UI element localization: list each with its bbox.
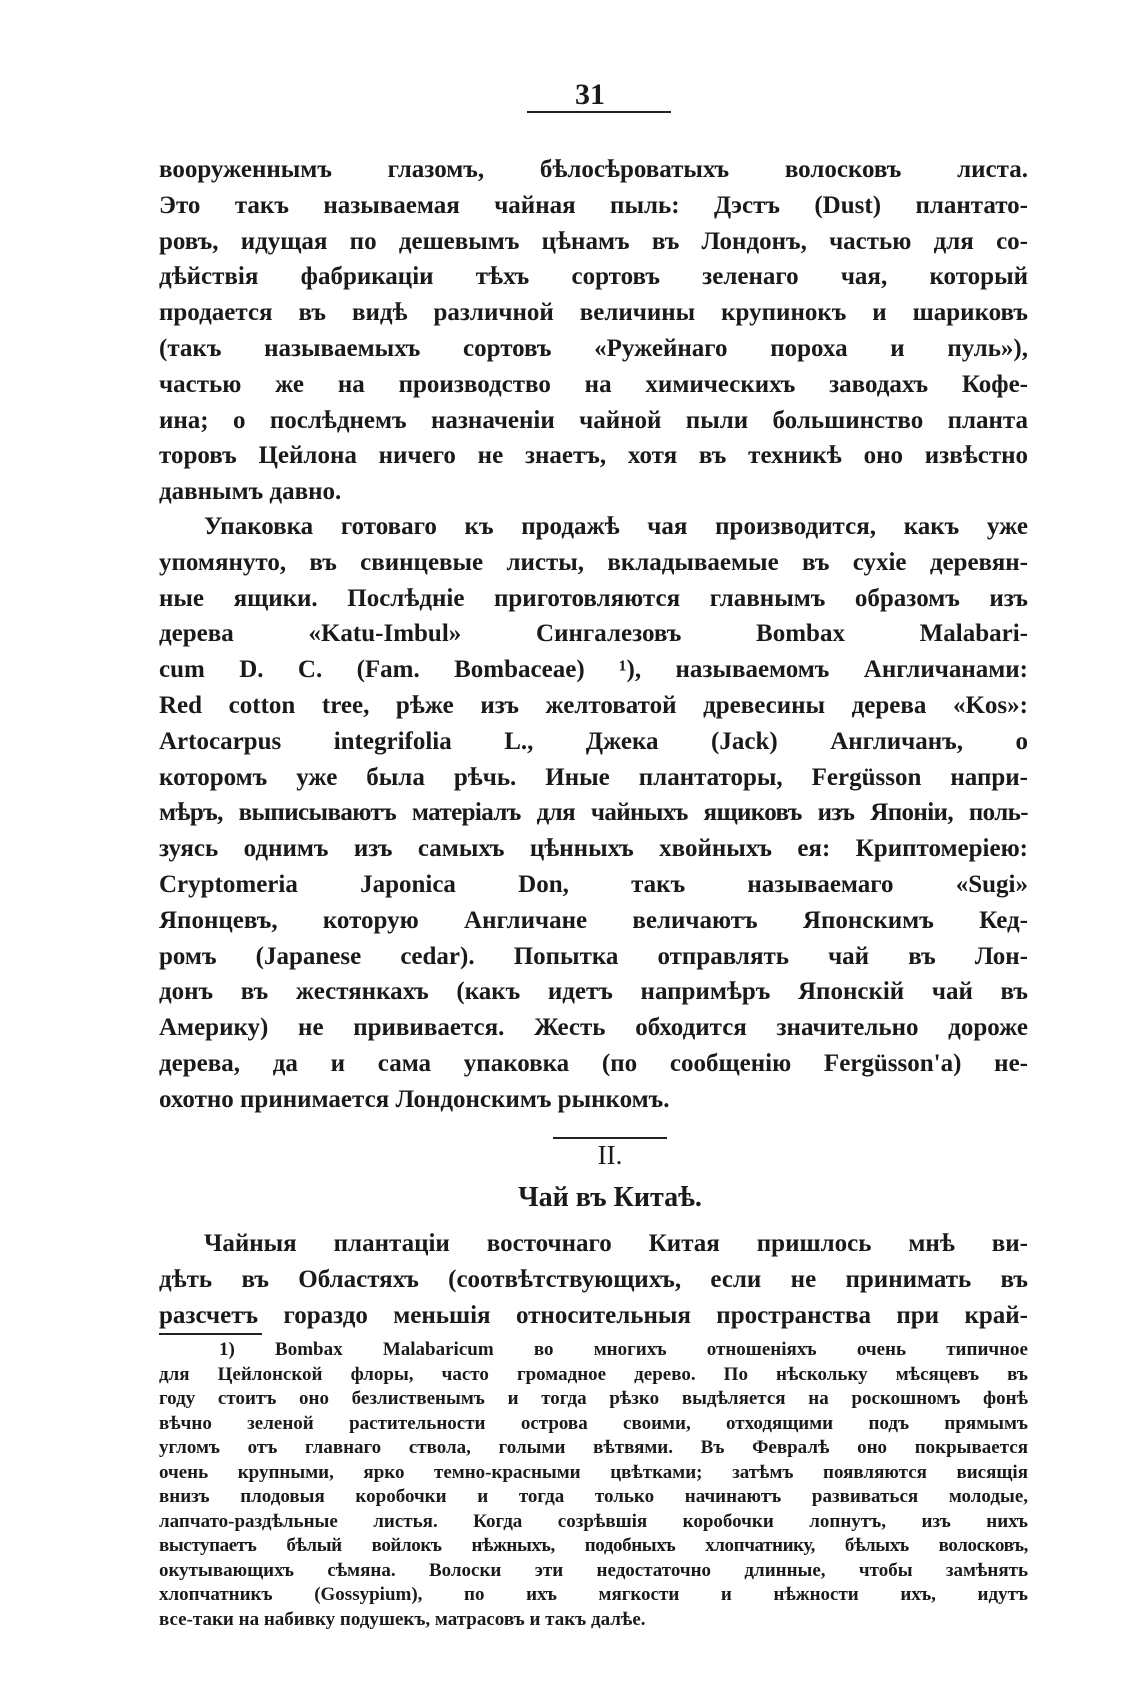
footnote-line: все-таки на набивку подушекъ, матрасовъ и такъ далѣе.	[159, 1608, 646, 1630]
text-line: давнымъ давно.	[159, 478, 342, 506]
text-line: (такъ называемыхъ сортовъ «Ружейнаго пороха и пуль»),	[159, 334, 1028, 362]
text-line: донъ въ жестянкахъ (какъ идетъ напримѣръ Японскій чай въ	[159, 978, 1028, 1006]
text-line: ромъ (Japanese cedar). Попытка отправлять чай въ Лон-	[159, 942, 1028, 970]
footnote-line: хлопчатникъ (Gossypium), по ихъ мягкости и нѣжности ихъ, идутъ	[159, 1584, 1028, 1605]
footnote-line: году стоитъ оно безлиственымъ и тогда рѣзко выдѣляется на роскошномъ фонѣ	[159, 1388, 1028, 1409]
text-line: продается въ видѣ различной величины крупинокъ и шариковъ	[159, 299, 1028, 327]
footnote-line: окутывающихъ сѣмяна. Волоски эти недостаточно длинные, чтобы замѣнять	[159, 1559, 1028, 1581]
footnote-line: вѣчно зеленой растительности острова своими, отходящими подъ прямымъ	[159, 1412, 1028, 1434]
paragraph-3	[159, 1226, 1028, 1333]
footnote-line: лапчато-раздѣльные листья. Когда созрѣвшія коробочки лопнутъ, изъ нихъ	[159, 1510, 1028, 1532]
text-line: Америку) не прививается. Жесть обходится значительно дороже	[159, 1014, 1028, 1042]
page-number: 31	[575, 78, 605, 111]
text-line: торовъ Цейлона ничего не знаетъ, хотя въ техникѣ оно извѣстно	[159, 442, 1028, 470]
text-line: ные ящики. Послѣдніе приготовляются главнымъ образомъ изъ	[159, 584, 1028, 612]
text-line: Cryptomeria Japonica Don, такъ называемаго «Sugi»	[159, 870, 1028, 898]
footnote-line: для Цейлонской флоры, часто громадное дерево. По нѣскольку мѣсяцевъ въ	[159, 1363, 1028, 1385]
text-line: Red cotton tree, рѣже изъ желтоватой древесины дерева «Kos»:	[159, 691, 1028, 719]
footnote-line: выступаетъ бѣлый войлокъ нѣжныхъ, подобныхъ хлопчатнику, бѣлыхъ волосковъ,	[159, 1535, 1028, 1556]
text-line: которомъ уже была рѣчь. Иные плантаторы, Fergüsson напри-	[159, 763, 1028, 791]
paragraph-1	[159, 152, 1028, 510]
text-line: зуясь однимъ изъ самыхъ цѣнныхъ хвойныхъ ея: Криптомеріею:	[159, 835, 1028, 863]
footnote-rule	[159, 1333, 262, 1335]
text-line: Чайныя плантаціи восточнаго Китая пришлось мнѣ ви-	[204, 1230, 1028, 1257]
text-line: дѣть въ Областяхъ (соотвѣтствующихъ, если не принимать въ	[159, 1265, 1028, 1293]
text-line: Это такъ называемая чайная пыль: Дэстъ (Dust) плантато-	[159, 191, 1028, 219]
footnote-line: угломъ отъ главнаго ствола, голыми вѣтвями. Въ Февралѣ оно покрывается	[159, 1437, 1028, 1458]
paragraph-2	[159, 509, 1028, 1118]
section-number: II.	[597, 1140, 623, 1170]
text-line: упомянуто, въ свинцевые листы, вкладываемые въ сухіе деревян-	[159, 548, 1028, 576]
page-number-rule	[527, 111, 671, 113]
text-line: ровъ, идущая по дешевымъ цѣнамъ въ Лондонъ, частью для со-	[159, 227, 1028, 255]
text-line: мѣръ, выписываютъ матеріалъ для чайныхъ ящиковъ изъ Японіи, поль-	[159, 799, 1028, 827]
text-line: Упаковка готоваго къ продажѣ чая производится, какъ уже	[204, 513, 1028, 540]
text-line: дѣйствія фабрикаціи тѣхъ сортовъ зеленаго чая, который	[159, 263, 1028, 291]
text-line: частью же на производство на химическихъ заводахъ Кофе-	[159, 370, 1028, 398]
text-line: дерева, да и сама упаковка (по сообщенію Fergüsson'а) не-	[159, 1049, 1028, 1077]
text-line: Японцевъ, которую Англичане величаютъ Японскимъ Кед-	[159, 906, 1028, 934]
footnote-line: очень крупными, ярко темно-красными цвѣтками; затѣмъ появляются висящія	[159, 1461, 1028, 1483]
text-line: вооруженнымъ глазомъ, бѣлосѣроватыхъ волосковъ листа.	[159, 156, 1028, 183]
footnote-line: внизъ плодовыя коробочки и тогда только начинаютъ развиваться молодые,	[159, 1486, 1028, 1507]
section-title: Чай въ Китаѣ.	[518, 1182, 702, 1213]
text-line: Artocarpus integrifolia L., Джека (Jack) Англичанъ, о	[159, 727, 1028, 755]
text-line: разсчетъ гораздо меньшія относительныя пространства при край-	[159, 1301, 1028, 1329]
text-line: ина; о послѣднемъ назначеніи чайной пыли большинство планта	[159, 406, 1028, 434]
section-rule	[553, 1137, 667, 1139]
text-line: дерева «Katu-Imbul» Сингалезовъ Bombax Malabari-	[159, 620, 1028, 648]
text-line: охотно принимается Лондонскимъ рынкомъ.	[159, 1085, 670, 1113]
text-line: cum D. C. (Fam. Bombaceae) ¹), называемомъ Англичанами:	[159, 656, 1028, 684]
footnote	[159, 1338, 1028, 1632]
footnote-line: 1) Bombax Malabaricum во многихъ отношеніяхъ очень типичное	[219, 1339, 1028, 1360]
